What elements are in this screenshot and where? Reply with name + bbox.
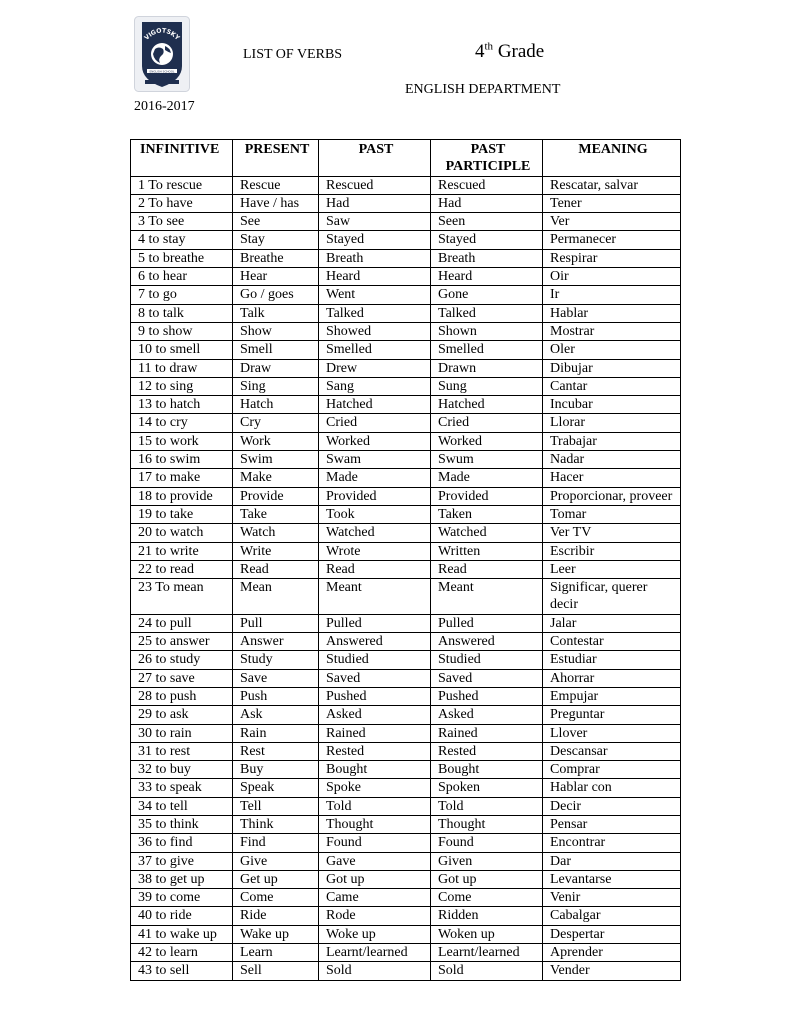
grade-number: 4 (475, 41, 485, 62)
table-row (131, 834, 681, 852)
present-cell: Pull (233, 614, 319, 632)
infinitive-cell: 2 To have (131, 194, 233, 212)
past-cell: Rained (319, 724, 431, 742)
table-row (131, 889, 681, 907)
verbs-table-body (131, 176, 681, 980)
table-row (131, 944, 681, 962)
past-cell: Answered (319, 633, 431, 651)
meaning-cell: Trabajar (543, 432, 681, 450)
present-cell: Learn (233, 944, 319, 962)
present-cell: Study (233, 651, 319, 669)
present-cell: Smell (233, 341, 319, 359)
present-cell: Talk (233, 304, 319, 322)
past-participle-cell: Shown (431, 322, 543, 340)
table-row (131, 322, 681, 340)
past-cell: Learnt/learned (319, 944, 431, 962)
infinitive-cell: 4 to stay (131, 231, 233, 249)
infinitive-cell: 26 to study (131, 651, 233, 669)
present-cell: Sing (233, 377, 319, 395)
table-row (131, 797, 681, 815)
meaning-cell: Ahorrar (543, 669, 681, 687)
past-cell: Saved (319, 669, 431, 687)
table-row (131, 724, 681, 742)
infinitive-cell: 24 to pull (131, 614, 233, 632)
column-header-past: PAST (319, 140, 431, 177)
table-row (131, 614, 681, 632)
table-row (131, 377, 681, 395)
present-cell: Give (233, 852, 319, 870)
meaning-cell: Encontrar (543, 834, 681, 852)
past-cell: Studied (319, 651, 431, 669)
past-participle-cell: Got up (431, 870, 543, 888)
infinitive-cell: 28 to push (131, 687, 233, 705)
past-participle-cell: Studied (431, 651, 543, 669)
present-cell: Rest (233, 742, 319, 760)
school-year: 2016-2017 (134, 99, 195, 114)
past-participle-cell: Cried (431, 414, 543, 432)
present-cell: Watch (233, 524, 319, 542)
present-cell: Rescue (233, 176, 319, 194)
past-participle-cell: Swum (431, 451, 543, 469)
meaning-cell: Aprender (543, 944, 681, 962)
table-row (131, 469, 681, 487)
past-participle-cell: Talked (431, 304, 543, 322)
past-participle-cell: Written (431, 542, 543, 560)
infinitive-cell: 17 to make (131, 469, 233, 487)
school-logo (134, 16, 190, 92)
table-row (131, 815, 681, 833)
infinitive-cell: 32 to buy (131, 761, 233, 779)
table-row (131, 176, 681, 194)
past-cell: Smelled (319, 341, 431, 359)
past-cell: Watched (319, 524, 431, 542)
past-cell: Cried (319, 414, 431, 432)
infinitive-cell: 6 to hear (131, 268, 233, 286)
meaning-cell: Proporcionar, proveer (543, 487, 681, 505)
meaning-cell: Decir (543, 797, 681, 815)
present-cell: Tell (233, 797, 319, 815)
past-participle-cell: Woken up (431, 925, 543, 943)
infinitive-cell: 11 to draw (131, 359, 233, 377)
past-cell: Provided (319, 487, 431, 505)
past-participle-cell: Ridden (431, 907, 543, 925)
infinitive-cell: 33 to speak (131, 779, 233, 797)
present-cell: Get up (233, 870, 319, 888)
infinitive-cell: 38 to get up (131, 870, 233, 888)
meaning-cell: Estudiar (543, 651, 681, 669)
grade-heading (475, 41, 544, 63)
column-header-past-participle: PAST PARTICIPLE (431, 140, 543, 177)
meaning-cell: Permanecer (543, 231, 681, 249)
infinitive-cell: 1 To rescue (131, 176, 233, 194)
past-cell: Thought (319, 815, 431, 833)
meaning-cell: Ver TV (543, 524, 681, 542)
grade-suffix: th (484, 40, 494, 53)
verbs-table (130, 139, 681, 981)
past-participle-cell: Gone (431, 286, 543, 304)
table-row (131, 962, 681, 980)
table-row (131, 414, 681, 432)
table-row (131, 907, 681, 925)
table-row (131, 451, 681, 469)
present-cell: Have / has (233, 194, 319, 212)
infinitive-cell: 21 to write (131, 542, 233, 560)
meaning-cell: Leer (543, 560, 681, 578)
grade-word: Grade (493, 41, 545, 62)
past-participle-cell: Worked (431, 432, 543, 450)
past-participle-cell: Saved (431, 669, 543, 687)
present-cell: Find (233, 834, 319, 852)
meaning-cell: Levantarse (543, 870, 681, 888)
meaning-cell: Nadar (543, 451, 681, 469)
present-cell: Breathe (233, 249, 319, 267)
infinitive-cell: 29 to ask (131, 706, 233, 724)
past-participle-cell: Made (431, 469, 543, 487)
past-cell: Rested (319, 742, 431, 760)
meaning-cell: Dar (543, 852, 681, 870)
present-cell: Speak (233, 779, 319, 797)
present-cell: Ride (233, 907, 319, 925)
table-row (131, 213, 681, 231)
present-cell: Mean (233, 579, 319, 615)
present-cell: Provide (233, 487, 319, 505)
meaning-cell: Preguntar (543, 706, 681, 724)
logo-subtext: ENGLISH SCHOOL (149, 69, 175, 74)
meaning-cell: Significar, querer decir (543, 579, 681, 615)
meaning-cell: Venir (543, 889, 681, 907)
past-cell: Gave (319, 852, 431, 870)
infinitive-cell: 13 to hatch (131, 396, 233, 414)
past-cell: Read (319, 560, 431, 578)
present-cell: Push (233, 687, 319, 705)
past-cell: Pushed (319, 687, 431, 705)
table-row (131, 779, 681, 797)
table-row (131, 633, 681, 651)
past-cell: Came (319, 889, 431, 907)
past-participle-cell: Hatched (431, 396, 543, 414)
meaning-cell: Tomar (543, 505, 681, 523)
table-row (131, 505, 681, 523)
meaning-cell: Despertar (543, 925, 681, 943)
infinitive-cell: 15 to work (131, 432, 233, 450)
table-row (131, 249, 681, 267)
meaning-cell: Llorar (543, 414, 681, 432)
meaning-cell: Vender (543, 962, 681, 980)
past-participle-cell: Rained (431, 724, 543, 742)
past-cell: Meant (319, 579, 431, 615)
meaning-cell: Oler (543, 341, 681, 359)
present-cell: Think (233, 815, 319, 833)
present-cell: Buy (233, 761, 319, 779)
past-cell: Got up (319, 870, 431, 888)
meaning-cell: Descansar (543, 742, 681, 760)
infinitive-cell: 7 to go (131, 286, 233, 304)
past-cell: Bought (319, 761, 431, 779)
meaning-cell: Cabalgar (543, 907, 681, 925)
past-participle-cell: Drawn (431, 359, 543, 377)
past-participle-cell: Rescued (431, 176, 543, 194)
past-cell: Hatched (319, 396, 431, 414)
meaning-cell: Cantar (543, 377, 681, 395)
past-cell: Showed (319, 322, 431, 340)
meaning-cell: Hablar (543, 304, 681, 322)
past-participle-cell: Asked (431, 706, 543, 724)
past-participle-cell: Read (431, 560, 543, 578)
table-row (131, 487, 681, 505)
infinitive-cell: 41 to wake up (131, 925, 233, 943)
infinitive-cell: 35 to think (131, 815, 233, 833)
column-header-meaning: MEANING (543, 140, 681, 177)
meaning-cell: Tener (543, 194, 681, 212)
table-row (131, 268, 681, 286)
past-participle-cell: Watched (431, 524, 543, 542)
table-row (131, 852, 681, 870)
present-cell: Cry (233, 414, 319, 432)
infinitive-cell: 27 to save (131, 669, 233, 687)
present-cell: Stay (233, 231, 319, 249)
present-cell: Draw (233, 359, 319, 377)
past-participle-cell: Provided (431, 487, 543, 505)
meaning-cell: Ir (543, 286, 681, 304)
infinitive-cell: 22 to read (131, 560, 233, 578)
past-cell: Went (319, 286, 431, 304)
present-cell: Make (233, 469, 319, 487)
infinitive-cell: 14 to cry (131, 414, 233, 432)
present-cell: Write (233, 542, 319, 560)
meaning-cell: Empujar (543, 687, 681, 705)
table-row (131, 669, 681, 687)
past-cell: Told (319, 797, 431, 815)
present-cell: Wake up (233, 925, 319, 943)
table-row (131, 359, 681, 377)
past-participle-cell: Answered (431, 633, 543, 651)
infinitive-cell: 19 to take (131, 505, 233, 523)
meaning-cell: Contestar (543, 633, 681, 651)
past-cell: Had (319, 194, 431, 212)
meaning-cell: Dibujar (543, 359, 681, 377)
meaning-cell: Hablar con (543, 779, 681, 797)
table-row (131, 925, 681, 943)
column-header-infinitive: INFINITIVE (131, 140, 233, 177)
meaning-cell: Llover (543, 724, 681, 742)
past-participle-cell: Come (431, 889, 543, 907)
infinitive-cell: 3 To see (131, 213, 233, 231)
past-participle-cell: Told (431, 797, 543, 815)
present-cell: Take (233, 505, 319, 523)
past-cell: Breath (319, 249, 431, 267)
table-row (131, 687, 681, 705)
present-cell: Ask (233, 706, 319, 724)
table-row (131, 761, 681, 779)
past-participle-cell: Spoken (431, 779, 543, 797)
past-participle-cell: Stayed (431, 231, 543, 249)
past-cell: Woke up (319, 925, 431, 943)
past-cell: Rode (319, 907, 431, 925)
past-cell: Spoke (319, 779, 431, 797)
infinitive-cell: 18 to provide (131, 487, 233, 505)
meaning-cell: Mostrar (543, 322, 681, 340)
past-participle-cell: Seen (431, 213, 543, 231)
past-participle-cell: Sung (431, 377, 543, 395)
table-row (131, 579, 681, 615)
past-participle-cell: Learnt/learned (431, 944, 543, 962)
meaning-cell: Hacer (543, 469, 681, 487)
past-participle-cell: Sold (431, 962, 543, 980)
past-participle-cell: Given (431, 852, 543, 870)
meaning-cell: Ver (543, 213, 681, 231)
past-cell: Took (319, 505, 431, 523)
present-cell: Save (233, 669, 319, 687)
present-cell: Rain (233, 724, 319, 742)
meaning-cell: Respirar (543, 249, 681, 267)
past-participle-cell: Found (431, 834, 543, 852)
table-row (131, 542, 681, 560)
past-participle-cell: Taken (431, 505, 543, 523)
infinitive-cell: 23 To mean (131, 579, 233, 615)
table-row (131, 560, 681, 578)
present-cell: Come (233, 889, 319, 907)
meaning-cell: Pensar (543, 815, 681, 833)
past-cell: Heard (319, 268, 431, 286)
present-cell: Read (233, 560, 319, 578)
table-row (131, 524, 681, 542)
present-cell: Swim (233, 451, 319, 469)
past-participle-cell: Breath (431, 249, 543, 267)
past-cell: Pulled (319, 614, 431, 632)
past-cell: Talked (319, 304, 431, 322)
present-cell: See (233, 213, 319, 231)
infinitive-cell: 9 to show (131, 322, 233, 340)
infinitive-cell: 25 to answer (131, 633, 233, 651)
past-cell: Rescued (319, 176, 431, 194)
past-participle-cell: Meant (431, 579, 543, 615)
past-cell: Saw (319, 213, 431, 231)
table-row (131, 651, 681, 669)
infinitive-cell: 37 to give (131, 852, 233, 870)
table-row (131, 286, 681, 304)
meaning-cell: Rescatar, salvar (543, 176, 681, 194)
past-participle-cell: Bought (431, 761, 543, 779)
infinitive-cell: 8 to talk (131, 304, 233, 322)
present-cell: Work (233, 432, 319, 450)
table-row (131, 341, 681, 359)
past-cell: Worked (319, 432, 431, 450)
past-participle-cell: Pulled (431, 614, 543, 632)
meaning-cell: Comprar (543, 761, 681, 779)
table-row (131, 742, 681, 760)
past-cell: Found (319, 834, 431, 852)
table-row (131, 396, 681, 414)
column-header-present: PRESENT (233, 140, 319, 177)
infinitive-cell: 34 to tell (131, 797, 233, 815)
infinitive-cell: 20 to watch (131, 524, 233, 542)
past-cell: Made (319, 469, 431, 487)
table-row (131, 870, 681, 888)
meaning-cell: Escribir (543, 542, 681, 560)
past-cell: Wrote (319, 542, 431, 560)
table-row (131, 231, 681, 249)
infinitive-cell: 5 to breathe (131, 249, 233, 267)
meaning-cell: Oir (543, 268, 681, 286)
past-participle-cell: Had (431, 194, 543, 212)
infinitive-cell: 43 to sell (131, 962, 233, 980)
past-cell: Sang (319, 377, 431, 395)
list-title: LIST OF VERBS (243, 47, 343, 62)
meaning-cell: Jalar (543, 614, 681, 632)
present-cell: Hatch (233, 396, 319, 414)
past-participle-cell: Smelled (431, 341, 543, 359)
past-cell: Sold (319, 962, 431, 980)
meaning-cell: Incubar (543, 396, 681, 414)
infinitive-cell: 36 to find (131, 834, 233, 852)
department-name: ENGLISH DEPARTMENT (405, 82, 561, 97)
present-cell: Answer (233, 633, 319, 651)
past-participle-cell: Rested (431, 742, 543, 760)
infinitive-cell: 16 to swim (131, 451, 233, 469)
infinitive-cell: 31 to rest (131, 742, 233, 760)
past-participle-cell: Heard (431, 268, 543, 286)
present-cell: Show (233, 322, 319, 340)
logo-text: VIGOTSKY (143, 27, 181, 42)
present-cell: Go / goes (233, 286, 319, 304)
present-cell: Hear (233, 268, 319, 286)
past-participle-cell: Pushed (431, 687, 543, 705)
past-participle-cell: Thought (431, 815, 543, 833)
past-cell: Stayed (319, 231, 431, 249)
table-row (131, 706, 681, 724)
table-row (131, 432, 681, 450)
infinitive-cell: 12 to sing (131, 377, 233, 395)
infinitive-cell: 42 to learn (131, 944, 233, 962)
past-cell: Swam (319, 451, 431, 469)
infinitive-cell: 10 to smell (131, 341, 233, 359)
infinitive-cell: 30 to rain (131, 724, 233, 742)
past-cell: Drew (319, 359, 431, 377)
infinitive-cell: 39 to come (131, 889, 233, 907)
present-cell: Sell (233, 962, 319, 980)
table-row (131, 194, 681, 212)
table-header-row (131, 140, 681, 177)
infinitive-cell: 40 to ride (131, 907, 233, 925)
past-cell: Asked (319, 706, 431, 724)
table-row (131, 304, 681, 322)
